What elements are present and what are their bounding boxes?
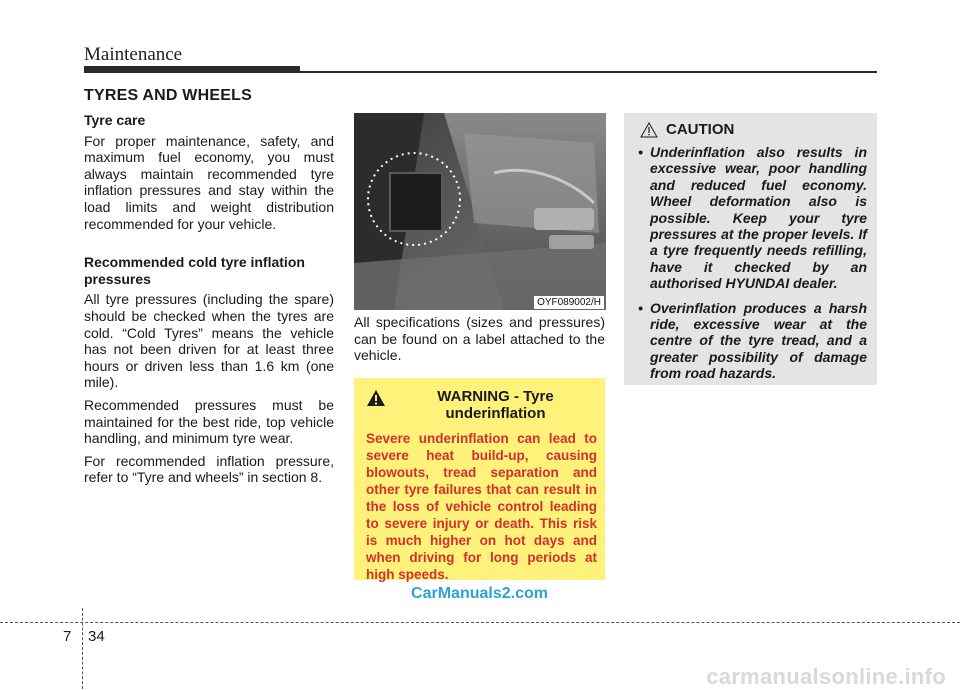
footer-vertical-divider bbox=[82, 608, 83, 689]
caution-item: • Overinflation produces a harsh ride, excessive wear at the centre of the tyre tread, and a greater possibility of damage from road hazards. bbox=[634, 300, 867, 382]
header-bar bbox=[84, 66, 300, 73]
page-number: 34 bbox=[88, 628, 105, 645]
caution-box bbox=[624, 113, 877, 385]
cold-pressures-heading: Recommended cold tyre inflation pressures bbox=[84, 254, 305, 287]
footer-watermark: carmanualsonline.info bbox=[706, 664, 946, 689]
caution-title: CAUTION bbox=[666, 121, 735, 138]
header-title: Maintenance bbox=[84, 44, 183, 65]
footer-divider bbox=[0, 622, 960, 623]
cold-pressures-paragraph-2: Recommended pressures must be maintained for the best ride, top vehicle handling, and minimum tyre wear. bbox=[84, 396, 334, 447]
specs-text: All specifications (sizes and pressures) can be found on a label attached to the vehicle. bbox=[354, 314, 605, 364]
caution-item: • Underinflation also results in excessive wear, poor handling and reduced fuel economy. Wheel deformation also is possible. Keep your tyre pressures at the proper levels. If a tyre frequently needs refilling, have it checked by an authorised HYUNDAI dealer. bbox=[634, 144, 867, 292]
warning-triangle-icon bbox=[366, 389, 386, 407]
warning-box bbox=[354, 378, 605, 580]
page-chapter: 7 bbox=[63, 628, 72, 645]
section-title: TYRES AND WHEELS bbox=[84, 87, 252, 104]
tyre-care-paragraph: For proper maintenance, safety, and maximum fuel economy, you must always maintain recommended tyre inflation pressures and stay within the load limits and weight distribution recommended for your vehicle. bbox=[84, 132, 334, 232]
warning-title: WARNING - Tyre underinflation bbox=[437, 388, 554, 422]
caution-triangle-icon bbox=[640, 122, 658, 138]
cold-pressures-paragraph-1: All tyre pressures (including the spare) should be checked when the tyres are cold. “Cold Tyres” means the vehicle has not been driven for at least three hours or driven less than 1.6 km (one mile). bbox=[84, 291, 334, 391]
header-rule bbox=[300, 71, 877, 73]
tyre-care-heading: Tyre care bbox=[84, 112, 146, 128]
warning-body: Severe underinflation can lead to severe heat build-up, causing blowouts, tread separation and other tyre failures that can result in the loss of vehicle control leading to severe injury or death. This risk is much higher on hot days and when driving for long periods at high speeds. bbox=[366, 431, 597, 582]
watermark: CarManuals2.com bbox=[411, 585, 548, 602]
cold-pressures-paragraph-3: For recommended inflation pressure, refer to “Tyre and wheels” in section 8. bbox=[84, 452, 334, 486]
door-pillar-photo bbox=[354, 113, 606, 310]
left-column bbox=[84, 112, 334, 492]
photo-code: OYF089002/H bbox=[534, 296, 604, 309]
caution-list bbox=[634, 144, 867, 382]
door-pillar-illustration bbox=[354, 113, 606, 310]
